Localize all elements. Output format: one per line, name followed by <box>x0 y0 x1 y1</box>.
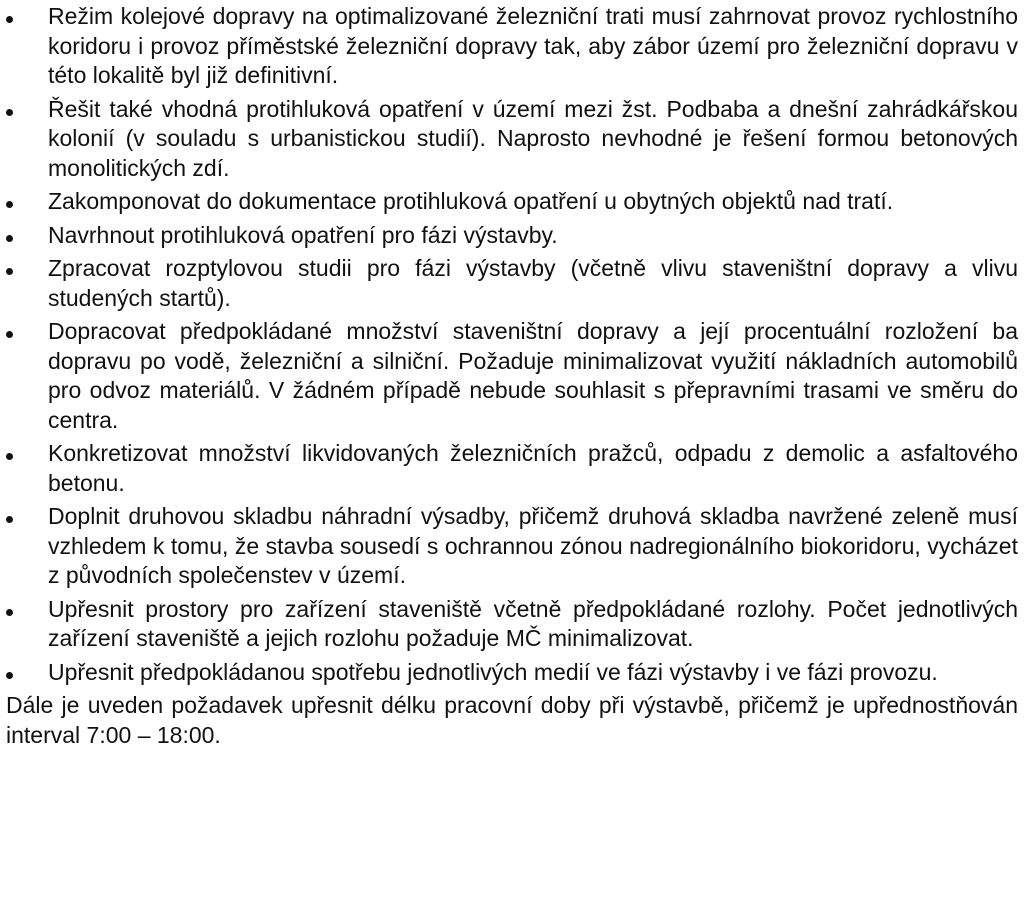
bullet-icon <box>6 235 13 242</box>
bullet-icon <box>6 453 13 460</box>
list-item <box>6 317 1018 435</box>
list-item-text: Upřesnit prostory pro zařízení staveniště včetně předpokládané rozlohy. Počet jednotlivých zařízení staveniště a jejich rozlohu požaduje MČ minimalizovat. <box>48 595 1018 651</box>
list-item-text: Upřesnit předpokládanou spotřebu jednotlivých medií ve fázi výstavby i ve fázi provozu. <box>48 658 938 685</box>
bullet-icon <box>6 201 13 208</box>
list-item-text: Řešit také vhodná protihluková opatření v území mezi žst. Podbaba a dnešní zahrádkářskou kolonií (v souladu s urbanistickou studií). Naprosto nevhodné je řešení formou betonových monolitických zdí. <box>48 95 1018 181</box>
list-item-text: Konkretizovat množství likvidovaných železničních pražců, odpadu z demolic a asfaltového betonu. <box>48 440 1018 496</box>
bullet-icon <box>6 672 13 679</box>
list-item-text: Režim kolejové dopravy na optimalizované železniční trati musí zahrnovat provoz rychlostního koridoru i provoz příměstské železniční dopravy tak, aby zábor území pro železniční dopravu v této lokalitě byl již definitivní. <box>48 3 1018 88</box>
list-item <box>6 658 1018 688</box>
bullet-icon <box>6 16 13 23</box>
bullet-icon <box>6 268 13 275</box>
list-item-text: Zakomponovat do dokumentace protihluková opatření u obytných objektů nad tratí. <box>48 188 894 214</box>
list-item <box>6 95 1018 184</box>
list-item-text: Navrhnout protihluková opatření pro fázi výstavby. <box>48 221 558 248</box>
list-item <box>6 187 1018 217</box>
requirements-list <box>6 2 1018 687</box>
list-item <box>6 254 1018 313</box>
bullet-icon <box>6 331 13 338</box>
bullet-icon <box>6 609 13 616</box>
list-item <box>6 595 1018 654</box>
list-item-text: Zpracovat rozptylovou studii pro fázi výstavby (včetně vlivu staveništní dopravy a vlivu studených startů). <box>48 255 1018 311</box>
list-item <box>6 502 1018 591</box>
list-item <box>6 439 1018 498</box>
bullet-icon <box>6 516 13 523</box>
list-item <box>6 221 1018 251</box>
list-item-text: Doplnit druhovou skladbu náhradní výsadby, přičemž druhová skladba navržené zeleně musí vzhledem k tomu, že stavba sousedí s ochrannou zónou nadregionálního biokoridoru, vycházet z původních společenstev v území. <box>48 503 1018 588</box>
bullet-icon <box>6 109 13 116</box>
list-item <box>6 2 1018 91</box>
list-item-text: Dopracovat předpokládané množství staveništní dopravy a její procentuální rozložení ba dopravu po vodě, železniční a silniční. Požaduje minimalizovat využití nákladních automobilů pro odvoz materiálů. V žádném případě nebude souhlasit s přepravními trasami ve směru do centra. <box>48 318 1018 433</box>
closing-paragraph: Dále je uveden požadavek upřesnit délku pracovní doby při výstavbě, přičemž je upřednostňován interval 7:00 – 18:00. <box>6 692 1018 748</box>
